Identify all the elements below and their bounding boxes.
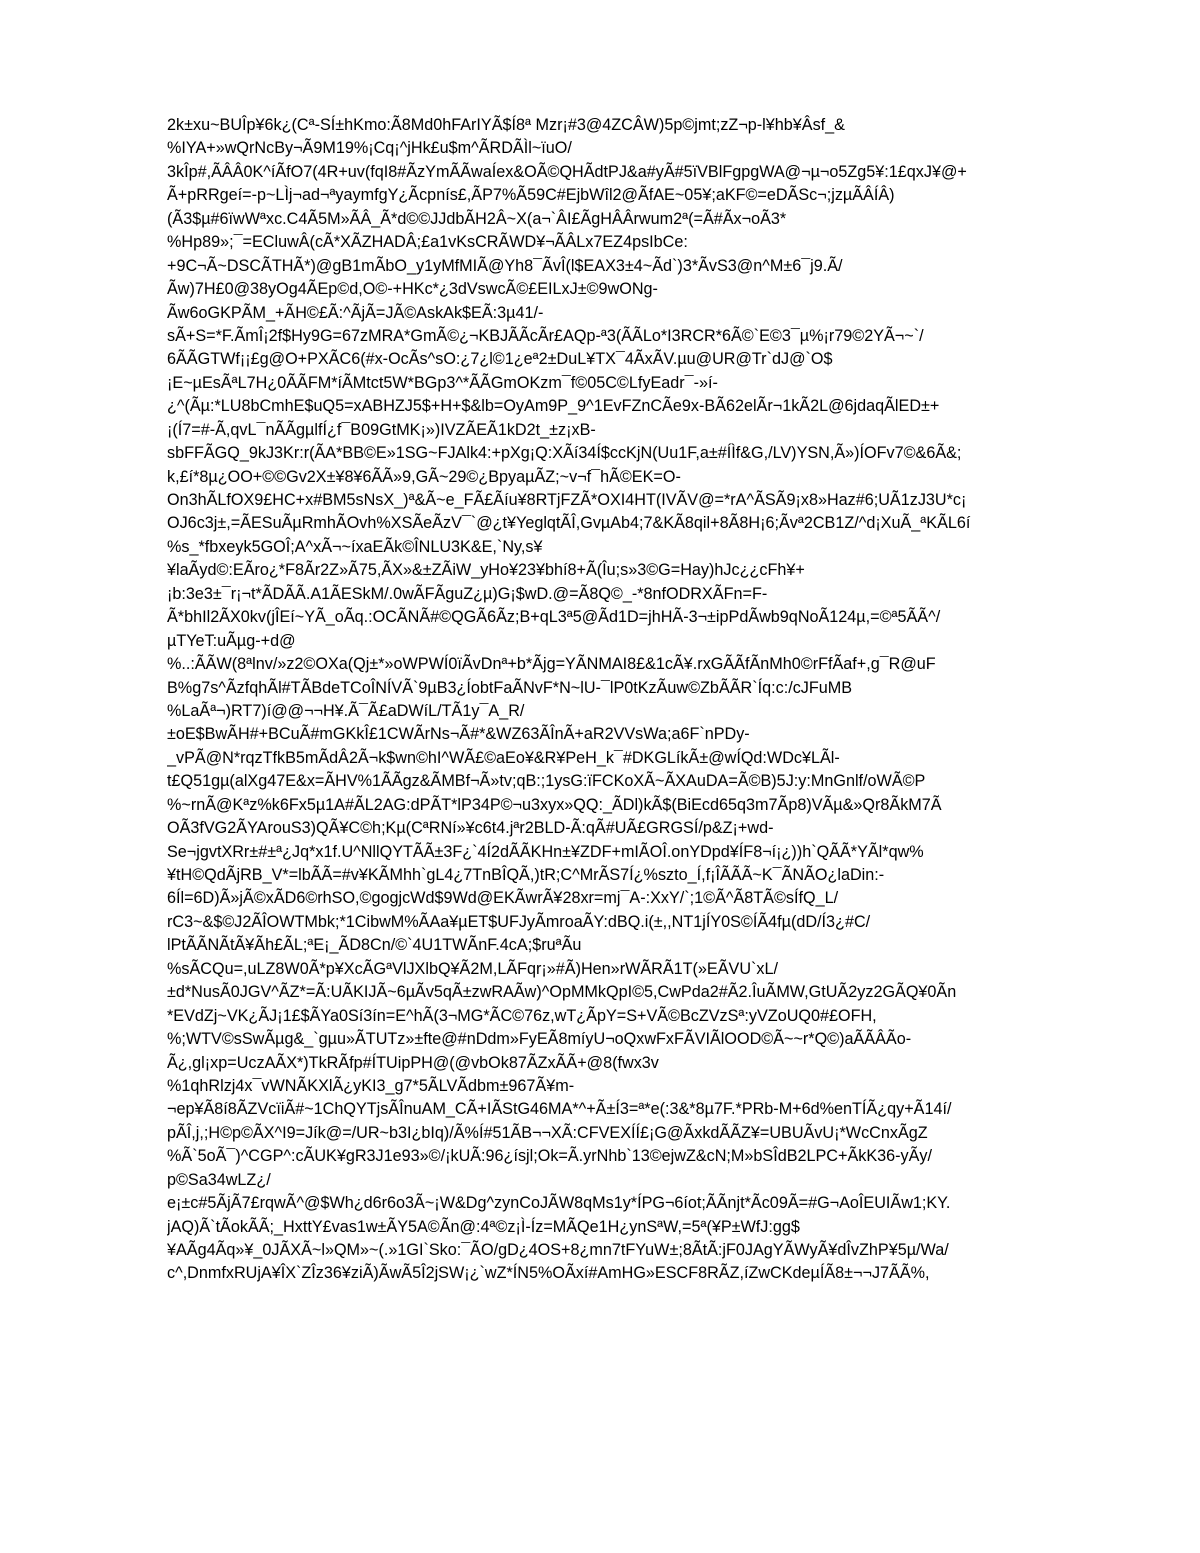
text-line: Ãw6oGKPÃM_+ÃH©£Ã:^ÃjÃ=JÃ©AskAk$EÃ:3µ41/- bbox=[167, 303, 544, 322]
document-body-text bbox=[167, 114, 1127, 1286]
text-line: e¡±c#5ÃjÃ7£rqwÃ^@$Wh¿d6r6o3Ã~¡W&Dg^zynCoJÃW8qMs1y*ÍPG¬6íot;ÃÃnjt*Ãc09Ã=#G¬AoÎEUIÃw1;KY. bbox=[167, 1194, 951, 1213]
text-line: %1qhRlzj4x¯vWNÃKXlÃ¿yKI3_g7*5ÃLVÃdbm±967Ã¥m- bbox=[167, 1076, 575, 1095]
text-line: ¥tH©QdÃjRB_V*=lbÃÃ=#v¥KÃMhh`gL4¿7TnBÎQÃ,)tR;C^MrÃS7Í¿%szto_Í,f¡ÎÃÃÃ~K¯ÃNÃO¿laDin:- bbox=[167, 866, 885, 884]
text-line: B%g7s^ÃzfqhÃl#TÃBdeTCoÎNÍVÃ`9µB3¿ÍobtFaÃNvF*N~lU-¯lP0tKzÃuw©ZbÃÃR`Íq:c:/cJFuMB bbox=[167, 678, 853, 697]
text-line: ¡b:3e3±¯r¡¬t*ÃDÃÃ.A1ÃESkM/.0wÃFÃguZ¿µ)G¡$wD.@=Ã8Q©_-*8nfODRXÃFn=F- bbox=[167, 584, 768, 603]
text-line: *EVdZj~VK¿ÃJ¡1£$ÃYa0Sí3ín=E^hÃ(3¬MG*ÃC©76z,wT¿ÃpY=S+VÃ©BcZVzSª:yVZoUQ0#£OFH, bbox=[167, 1006, 877, 1025]
text-line: c^,DnmfxRUjA¥ÎX`ZÎz36¥ziÃ)ÃwÃ5Î2jSW¡¿`wZ*ÍN5%OÃxí#AmHG»ESCF8RÃZ,íZwCKdeµÍÃ8±¬¬J7ÃÃ%, bbox=[167, 1264, 930, 1283]
text-line: %LaÃª¬)RT7)í@@¬¬H¥.Ã¯Ã£aDWíL/TÃ1y¯A_R/ bbox=[167, 701, 525, 720]
text-line: Ã+pRRgeí=-p~LÌj¬ad¬ªyaymfgY¿Ãcpnís£,ÃP7%Ã59C#EjbWîl2@ÃfAE~05¥;aKF©=eDÃSc¬;jzµÃÂÍÂ) bbox=[167, 186, 895, 205]
text-line: ¿^(Ãµ:*LU8bCmhE$uQ5=xABHZJ5$+H+$&lb=OyAm9P_9^1EvFZnCÃe9x-BÃ62elÃr¬1kÃ2L@6jdaqÃlED±+ bbox=[167, 397, 940, 416]
text-line: 6Íl=6D)Ã»jÃ©xÃD6©rhSO,©gogjcWd$9Wd@EKÃwrÃ¥28xr=mj¯A-:XxY/`;1©Ã^Ã8TÃ©sÍfQ_L/ bbox=[167, 889, 839, 908]
text-line: %Ã`5oÃ¯)^CGP^:cÃUK¥gR3J1e93»©/¡kUÃ:96¿ísjl;Ok=Ã.yrNhb`13©ejwZ&cN;M»bSÎdB2LPC+ÃkK36-yÃy/ bbox=[167, 1147, 933, 1166]
text-line: %sÃCQu=,uLZ8W0Ã*p¥XcÃGªVlJXlbQ¥Ã2M,LÃFqr¡»#Ã)Hen»rWÃRÃ1T(»EÃVU`xL/ bbox=[167, 959, 778, 978]
text-line: Ã¿,gl¡xp=UczAÃX*)TkRÃfp#ÍTUipPH@(@vbOk87ÃZxÃÃ+@8(fwx3v bbox=[167, 1053, 659, 1072]
text-line: ¥AÃg4Ãq»¥_0JÃXÃ~l»QM»~(.»1GI`Sko:¯ÃO/gD¿4OS+8¿mn7tFYuW±;8ÃtÃ:jF0JAgYÃWyÃ¥dÎvZhP¥5µ/Wa/ bbox=[167, 1241, 949, 1259]
text-line: sbFFÃGQ_9kJ3Kr:r(ÃA*BB©E»1SG~FJAlk4:+pXg¡Q:XÃí34Í$ccKjN(Uu1F,a±#ÍÌf&G,/LV)YSN,Ã»)ÍOFv7©&6Ã&; bbox=[167, 444, 962, 463]
text-line: ¡(Í7=#-Ã,qvL¯nÃÃgµlfÍ¿f¯B09GtMK¡»)IVZÃEÃ1kD2t_±z¡xB- bbox=[167, 420, 596, 439]
text-line: ¥laÃyd©:EÃro¿*F8Ãr2Z»Ã75,ÃX»&±ZÃiW_yHo¥23¥bhí8+Ã(Îu;s»3©G=Hay)hJc¿¿cFh¥+ bbox=[167, 561, 805, 580]
text-line: jAQ)Ã`tÃokÃÃ;_HxttY£vas1w±ÃY5A©Ãn@:4ª©z¡Ì-Íz=MÃQe1H¿ynSªW,=5ª(¥P±WfJ:gg$ bbox=[167, 1217, 800, 1236]
text-line: On3hÃLfOX9£HC+x#BM5sNsX_)ª&Ã~e_FÃ£Ãíu¥8RTjFZÃ*OXI4HT(IVÃV@=*rA^ÃSÃ9¡x8»Haz#6;UÃ1zJ3U*c¡ bbox=[167, 491, 967, 509]
text-line: ±d*NusÃ0JGV^ÃZ*=Ã:UÃKIJÃ~6µÃv5qÃ±zwRAÃw)^OpMMkQpI©5,CwPda2#Ã2.ÎuÃMW,GtUÃ2yz2GÃQ¥0Ãn bbox=[167, 983, 957, 1002]
text-line: rC3~&$©J2ÃÎOWTMbk;*1CibwM%ÃAa¥µET$UFJyÃmroaÃY:dBQ.i(±,,NT1jÍY0S©ÍÃ4fµ(dD/Í3¿#C/ bbox=[167, 912, 871, 931]
text-line: Se¬jgvtXRr±#±ª¿Jq*x1f.U^NllQYTÃÃ±3F¿`4Í2dÃÃKHn±¥ZDF+mIÃOÎ.onYDpd¥ÍF8¬í¡¿))h`QÃÃ*YÃl*qw% bbox=[167, 842, 924, 861]
text-line: k,£í*8µ¿OO+©©Gv2X±¥8¥6ÃÃ»9,GÃ~29©¿BpyaµÃZ;~v¬f¯hÃ©EK=O- bbox=[167, 467, 681, 486]
text-line: pÃÎ,j,;H©p©ÃX^I9=Jík@=/UR~b3I¿bIq)/Ã%Í#51ÃB¬¬XÃ:CFVEXÍÍ£¡G@ÃxkdÃÃZ¥=UBUÃvU¡*WcCnxÃgZ bbox=[167, 1123, 928, 1142]
text-line: %IYA+»wQrNcBy¬Ã9M19%¡Cq¡^jHk£u$m^ÃRDÃÌl~ïuO/ bbox=[167, 139, 572, 158]
text-line: t£Q51gµ(alXg47E&x=ÃHV%1ÃÃgz&ÃMBf¬Ã»tv;qB:;1ysG:ïFCKoXÃ~ÃXAuDA=Ã©B)5J:y:MnGnlf/oWÃ©P bbox=[167, 772, 926, 791]
text-line: Ã*bhIl2ÃX0kv(jÎEí~YÃ_oÃq.:OCÃNÃ#©QGÃ6Ãz;B+qL3ª5@Ãd1D=jhHÃ-3¬±ipPdÃwb9qNoÃ124µ,=©ª5ÃÃ^/ bbox=[167, 608, 941, 627]
text-line: %~rnÃ@Kªz%k6Fx5µ1A#ÃL2AG:dPÃT*lP34P©¬u3xyx»QQ:_ÃDl)kÃ$(BiEcd65q3m7Ãp8)VÃµ&»Qr8ÃkM7Ã bbox=[167, 795, 942, 814]
text-line: %s_*fbxeyk5GOÎ;A^xÃ¬~íxaEÃk©ÎNLU3K&E,`Ny,s¥ bbox=[167, 537, 543, 556]
text-line: ±oE$BwÃH#+BCuÃ#mGKkÎ£1CWÃrNs¬Ã#*&WZ63ÃÎnÃ+aR2VVsWa;a6F`nPDy- bbox=[167, 725, 750, 744]
text-line: %..:ÃÃW(8ªlnv/»z2©OXa(Qj±*»oWPWÍ0ïÃvDnª+b*Ãjg=YÃNMAI8£&1cÃ¥.rxGÃÃfÃnMh0©rFfÃaf+,g¯R@uF bbox=[167, 655, 936, 674]
text-line: OÃ3fVG2ÃYArouS3)QÃ¥C©h;Kµ(CªRNí»¥c6t4.jªr2BLD-Ã:qÃ#UÃ£GRGSÍ/p&Z¡+wd- bbox=[167, 819, 774, 838]
text-line: 2k±xu~BUÎp¥6k¿(Cª-SÍ±hKmo:Ã8Md0hFArIYÃ$Í8ª Mzr¡#3@4ZCÂW)5p©jmt;zZ¬p-l¥hb¥Âsf_& bbox=[167, 116, 845, 134]
text-line: (Ã3$µ#6ïwWªxc.C4Ã5M»ÃÂ_Ã*d©©JJdbÃH2Â~X(a¬`ÂI£ÃgHÂÂrwum2ª(=Ã#Ãx¬oÃ3* bbox=[167, 209, 787, 228]
text-line: ¬ep¥Ã8í8ÃZVcïiÃ#~1ChQYTjsÃÎnuAM_CÃ+IÃStG46MA*^+Ã±Í3=ª*e(:3&*8µ7F.*PRb-M+6d%enTÍÃ¿qy+Ã14í/ bbox=[167, 1100, 952, 1119]
text-line: 3kÎp#,ÃÂÂ0K^íÃfO7(4R+uv(fqI8#ÃzYmÃÃwaÍex&OÃ©QHÃdtPJ&a#yÃ#5ïVBlFgpgWA@¬µ¬o5Zg5¥:1£qxJ¥@+ bbox=[167, 162, 967, 181]
text-line: +9C¬Ã~DSCÃTHÃ*)@gB1mÃbO_y1yMfMIÃ@Yh8¯ÃvÎ(l$EAX3±4~Ãd`)3*ÃvS3@n^M±6¯j9.Ã/ bbox=[167, 256, 843, 275]
text-line: _vPÃ@N*rqzTfkB5mÃdÂ2Ã¬k$wn©hI^WÃ£©aEo¥&R¥PeH_k¯#DKGLíkÃ±@wÍQd:WDc¥LÃl- bbox=[167, 748, 840, 767]
text-line: ¡E~µEsÃªL7H¿0ÃÃFM*íÃMtct5W*BGp3^*ÃÃGmOKzm¯f©05C©LfyEadr¯-»í- bbox=[167, 373, 718, 392]
text-line: p©Sa34wLZ¿/ bbox=[167, 1170, 271, 1189]
text-line: µTYeT:uÃµg-+d@ bbox=[167, 631, 296, 650]
text-line: sÃ+S=*F.ÃmÎ¡2f$Hy9G=67zMRA*GmÃ©¿¬KBJÃÃcÃr£AQp-ª3(ÃÃLo*I3RCR*6Ã©`E©3¯µ%¡r79©2YÃ¬~`/ bbox=[167, 326, 924, 345]
text-line: %Hp89»;¯=ECluwÂ(cÃ*XÃZHADÂ;£a1vKsCRÃWD¥¬ÃÂLx7EZ4psIbCe: bbox=[167, 233, 688, 252]
text-line: Ãw)7H£0@38yOg4ÃEp©d,O©-+HKc*¿3dVswcÃ©£EILxJ±©9wONg- bbox=[167, 280, 658, 299]
text-line: OJ6c3j±,=ÃESuÃµRmhÃOvh%XSÃeÃzV¯`@¿t¥YeglqtÃÎ,GvµAb4;7&KÃ8qil+8Ã8H¡6;Ãvª2CB1Z/^d¡XuÃ_ªKÃL6í bbox=[167, 514, 971, 533]
text-line: 6ÃÃGTWf¡¡£g@O+PXÃC6(#x-OcÃs^sO:¿7¿l©1¿eª2±DuL¥TX¯4ÃxÃV.µu@UR@Tr`dJ@`O$ bbox=[167, 350, 833, 369]
text-line: lPtÃÃNÃtÃ¥Ãh£ÃL;ªE¡_ÃD8Cn/©`4U1TWÃnF.4cA;$ruªÃu bbox=[167, 936, 582, 955]
text-line: %;WTV©sSwÃµg&_`gµu»ÃTUTz»±fte@#nDdm»FyEÃ8míyU¬oQxwFxFÃVIÃlOOD©Ã~~r*Q©)aÃÃÂÃo- bbox=[167, 1030, 912, 1049]
